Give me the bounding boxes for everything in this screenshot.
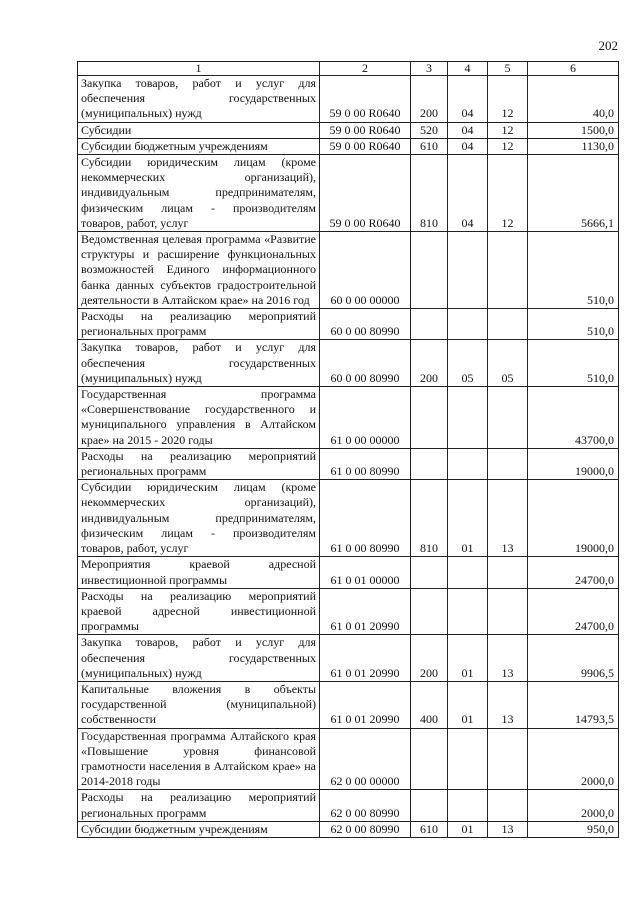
section [448, 728, 488, 790]
target-code: 59 0 00 R0640 [320, 122, 411, 138]
amount: 19000,0 [528, 448, 619, 479]
subsection: 12 [488, 76, 528, 123]
expense-type: 200 [411, 635, 448, 682]
amount: 24700,0 [528, 557, 619, 588]
section: 04 [448, 76, 488, 123]
amount: 43700,0 [528, 387, 619, 449]
expense-type [411, 588, 448, 635]
subsection: 12 [488, 138, 528, 154]
expense-type: 200 [411, 76, 448, 123]
target-code: 61 0 00 80990 [320, 480, 411, 557]
section [448, 588, 488, 635]
subsection [488, 588, 528, 635]
target-code: 61 0 00 80990 [320, 448, 411, 479]
item-name: Расходы на реализацию мероприятий региональных программ [78, 790, 320, 821]
subsection [488, 232, 528, 309]
subsection: 12 [488, 155, 528, 232]
subsection [488, 309, 528, 340]
table-row [78, 588, 619, 635]
subsection [488, 448, 528, 479]
item-name: Расходы на реализацию мероприятий региональных программ [78, 448, 320, 479]
amount: 5666,1 [528, 155, 619, 232]
header-cell: 5 [488, 62, 528, 76]
expense-type: 810 [411, 480, 448, 557]
item-name: Расходы на реализацию мероприятий региональных программ [78, 309, 320, 340]
target-code: 60 0 00 00000 [320, 232, 411, 309]
amount: 510,0 [528, 340, 619, 387]
expense-type [411, 309, 448, 340]
expense-type: 520 [411, 122, 448, 138]
section: 01 [448, 635, 488, 682]
subsection: 13 [488, 480, 528, 557]
item-name: Государственная программа Алтайского края «Повышение уровня финансовой грамотности населения в Алтайском крае» на 2014-2018 годы [78, 728, 320, 790]
table-row [78, 681, 619, 728]
table-row [78, 155, 619, 232]
subsection [488, 387, 528, 449]
subsection: 13 [488, 821, 528, 837]
subsection [488, 728, 528, 790]
amount: 510,0 [528, 309, 619, 340]
section: 04 [448, 122, 488, 138]
expense-type: 610 [411, 821, 448, 837]
item-name: Закупка товаров, работ и услуг для обеспечения государственных (муниципальных) нужд [78, 635, 320, 682]
amount: 950,0 [528, 821, 619, 837]
item-name: Субсидии бюджетным учреждениям [78, 138, 320, 154]
expense-type: 610 [411, 138, 448, 154]
budget-table [77, 61, 619, 838]
amount: 2000,0 [528, 728, 619, 790]
table-row [78, 387, 619, 449]
section: 01 [448, 480, 488, 557]
header-cell: 1 [78, 62, 320, 76]
table-row [78, 635, 619, 682]
item-name: Мероприятия краевой адресной инвестиционной программы [78, 557, 320, 588]
amount: 14793,5 [528, 681, 619, 728]
section: 04 [448, 155, 488, 232]
table-row [78, 480, 619, 557]
item-name: Закупка товаров, работ и услуг для обеспечения государственных (муниципальных) нужд [78, 340, 320, 387]
amount: 1130,0 [528, 138, 619, 154]
section [448, 557, 488, 588]
item-name: Капитальные вложения в объекты государственной (муниципальной) собственности [78, 681, 320, 728]
section: 01 [448, 681, 488, 728]
target-code: 59 0 00 R0640 [320, 138, 411, 154]
target-code: 59 0 00 R0640 [320, 76, 411, 123]
target-code: 60 0 00 80990 [320, 309, 411, 340]
section [448, 448, 488, 479]
section [448, 232, 488, 309]
target-code: 60 0 00 80990 [320, 340, 411, 387]
amount: 24700,0 [528, 588, 619, 635]
table-row [78, 309, 619, 340]
section: 05 [448, 340, 488, 387]
item-name: Ведомственная целевая программа «Развитие структуры и расширение функциональных возможностей Единого информационного банка данных субъектов градостроительной деятельности в Алтайском крае» на 2016 год [78, 232, 320, 309]
target-code: 61 0 00 00000 [320, 387, 411, 449]
header-cell: 4 [448, 62, 488, 76]
section [448, 790, 488, 821]
item-name: Субсидии бюджетным учреждениям [78, 821, 320, 837]
amount: 9906,5 [528, 635, 619, 682]
subsection: 13 [488, 681, 528, 728]
target-code: 61 0 01 20990 [320, 588, 411, 635]
expense-type [411, 790, 448, 821]
header-row [78, 62, 619, 76]
target-code: 61 0 01 00000 [320, 557, 411, 588]
amount: 1500,0 [528, 122, 619, 138]
amount: 2000,0 [528, 790, 619, 821]
table-row [78, 122, 619, 138]
table-row [78, 728, 619, 790]
table-body [78, 76, 619, 838]
subsection: 05 [488, 340, 528, 387]
expense-type [411, 557, 448, 588]
target-code: 62 0 00 80990 [320, 790, 411, 821]
header-cell: 3 [411, 62, 448, 76]
section: 01 [448, 821, 488, 837]
section [448, 309, 488, 340]
subsection [488, 557, 528, 588]
target-code: 62 0 00 00000 [320, 728, 411, 790]
table-row [78, 557, 619, 588]
subsection [488, 790, 528, 821]
item-name: Расходы на реализацию мероприятий краевой адресной инвестиционной программы [78, 588, 320, 635]
amount: 510,0 [528, 232, 619, 309]
amount: 40,0 [528, 76, 619, 123]
item-name: Закупка товаров, работ и услуг для обеспечения государственных (муниципальных) нужд [78, 76, 320, 123]
section [448, 387, 488, 449]
table-row [78, 340, 619, 387]
table-row [78, 76, 619, 123]
table-row [78, 138, 619, 154]
item-name: Государственная программа «Совершенствование государственного и муниципального управления в Алтайском крае» на 2015 - 2020 годы [78, 387, 320, 449]
expense-type: 200 [411, 340, 448, 387]
table-row [78, 232, 619, 309]
target-code: 59 0 00 R0640 [320, 155, 411, 232]
page-number: 202 [598, 38, 618, 53]
item-name: Субсидии юридическим лицам (кроме некоммерческих организаций), индивидуальным предпринимателям, физическим лицам - производителям товаров, работ, услуг [78, 480, 320, 557]
expense-type [411, 728, 448, 790]
target-code: 62 0 00 80990 [320, 821, 411, 837]
item-name: Субсидии [78, 122, 320, 138]
amount: 19000,0 [528, 480, 619, 557]
expense-type [411, 232, 448, 309]
expense-type [411, 387, 448, 449]
subsection: 13 [488, 635, 528, 682]
table-row [78, 790, 619, 821]
table-row [78, 821, 619, 837]
expense-type: 400 [411, 681, 448, 728]
item-name: Субсидии юридическим лицам (кроме некоммерческих организаций), индивидуальным предпринимателям, физическим лицам - производителям товаров, работ, услуг [78, 155, 320, 232]
header-cell: 6 [528, 62, 619, 76]
table-row [78, 448, 619, 479]
header-cell: 2 [320, 62, 411, 76]
target-code: 61 0 01 20990 [320, 635, 411, 682]
target-code: 61 0 01 20990 [320, 681, 411, 728]
expense-type [411, 448, 448, 479]
subsection: 12 [488, 122, 528, 138]
expense-type: 810 [411, 155, 448, 232]
section: 04 [448, 138, 488, 154]
